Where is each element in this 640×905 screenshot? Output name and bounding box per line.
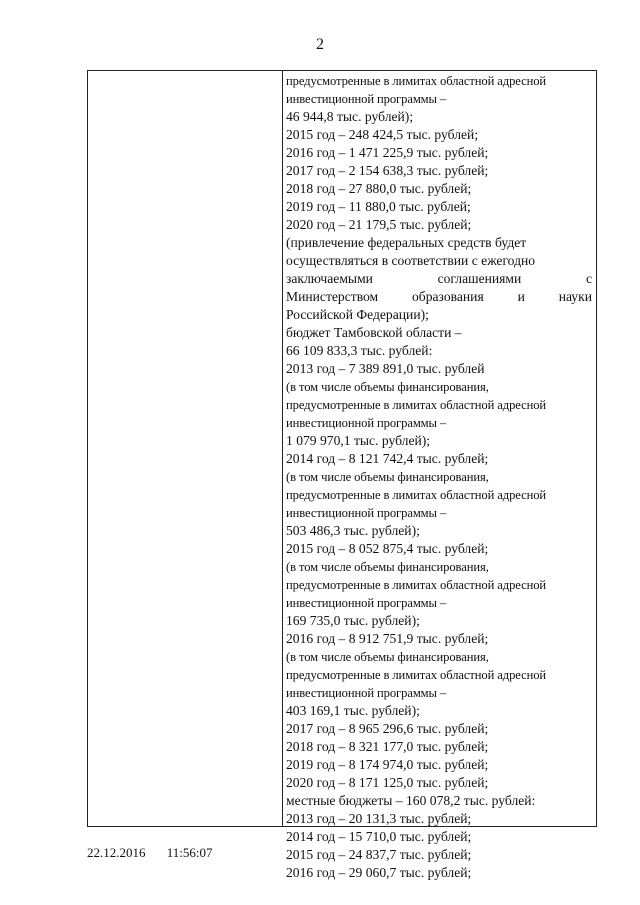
- text-line: (в том числе объемы финансирования,: [286, 560, 489, 574]
- text-word: заключаемыми: [286, 271, 373, 286]
- text-line: 503 486,3 тыс. рублей);: [286, 523, 420, 538]
- text-line: 2014 год – 8 121 742,4 тыс. рублей;: [286, 451, 489, 466]
- text-line: [286, 270, 596, 288]
- text-line: 2016 год – 8 912 751,9 тыс. рублей;: [286, 631, 489, 646]
- text-line: 2017 год – 8 965 296,6 тыс. рублей;: [286, 721, 489, 736]
- table-right-cell: [284, 71, 596, 880]
- text-line: инвестиционной программы –: [286, 416, 447, 430]
- table-left-cell: [88, 71, 283, 826]
- text-line: инвестиционной программы –: [286, 92, 447, 106]
- text-line: инвестиционной программы –: [286, 506, 447, 520]
- text-line: (в том числе объемы финансирования,: [286, 380, 489, 394]
- text-line: 2020 год – 8 171 125,0 тыс. рублей;: [286, 775, 489, 790]
- print-timestamp: [87, 845, 213, 861]
- text-line: (в том числе объемы финансирования,: [286, 470, 489, 484]
- text-line: инвестиционной программы –: [286, 686, 447, 700]
- text-line: 2015 год – 248 424,5 тыс. рублей;: [286, 127, 479, 142]
- text-word: науки: [558, 289, 592, 304]
- text-line: 2019 год – 8 174 974,0 тыс. рублей;: [286, 757, 489, 772]
- text-line: 2020 год – 21 179,5 тыс. рублей;: [286, 217, 472, 232]
- text-line: 2016 год – 1 471 225,9 тыс. рублей;: [286, 145, 489, 160]
- print-time: 11:56:07: [166, 845, 213, 860]
- text-line: 2019 год – 11 880,0 тыс. рублей;: [286, 199, 471, 214]
- text-line: 169 735,0 тыс. рублей);: [286, 613, 420, 628]
- text-line: 46 944,8 тыс. рублей);: [286, 109, 414, 124]
- text-line: инвестиционной программы –: [286, 596, 447, 610]
- text-line: 2015 год – 8 052 875,4 тыс. рублей;: [286, 541, 489, 556]
- text-line: осуществляться в соответствии с ежегодно: [286, 253, 536, 268]
- text-line: предусмотренные в лимитах областной адресной: [286, 668, 547, 682]
- text-line: [286, 288, 596, 306]
- text-line: Российской Федерации);: [286, 307, 429, 322]
- page-number: 2: [316, 36, 324, 53]
- text-word: и: [517, 289, 525, 304]
- text-line: бюджет Тамбовской области –: [286, 325, 462, 340]
- text-line: 2015 год – 24 837,7 тыс. рублей;: [286, 847, 472, 862]
- text-line: 1 079 970,1 тыс. рублей);: [286, 433, 431, 448]
- text-word: образования: [412, 289, 484, 304]
- text-word: Министерством: [286, 289, 379, 304]
- text-line: 2014 год – 15 710,0 тыс. рублей;: [286, 829, 472, 844]
- text-line: 2013 год – 7 389 891,0 тыс. рублей: [286, 361, 485, 376]
- text-line: 403 169,1 тыс. рублей);: [286, 703, 420, 718]
- text-line: 2016 год – 29 060,7 тыс. рублей;: [286, 865, 472, 880]
- text-line: местные бюджеты – 160 078,2 тыс. рублей:: [286, 793, 536, 808]
- text-line: предусмотренные в лимитах областной адресной: [286, 74, 547, 88]
- text-line: 2013 год – 20 131,3 тыс. рублей;: [286, 811, 472, 826]
- print-date: 22.12.2016: [87, 845, 146, 860]
- text-line: 66 109 833,3 тыс. рублей:: [286, 343, 433, 358]
- text-line: 2018 год – 8 321 177,0 тыс. рублей;: [286, 739, 489, 754]
- text-line: 2017 год – 2 154 638,3 тыс. рублей;: [286, 163, 489, 178]
- text-line: (привлечение федеральных средств будет: [286, 235, 527, 250]
- text-line: (в том числе объемы финансирования,: [286, 650, 489, 664]
- text-line: 2018 год – 27 880,0 тыс. рублей;: [286, 181, 472, 196]
- text-word: с: [585, 271, 592, 286]
- text-line: предусмотренные в лимитах областной адресной: [286, 398, 547, 412]
- text-line: предусмотренные в лимитах областной адресной: [286, 488, 547, 502]
- text-word: соглашениями: [437, 271, 522, 286]
- text-line: предусмотренные в лимитах областной адресной: [286, 578, 547, 592]
